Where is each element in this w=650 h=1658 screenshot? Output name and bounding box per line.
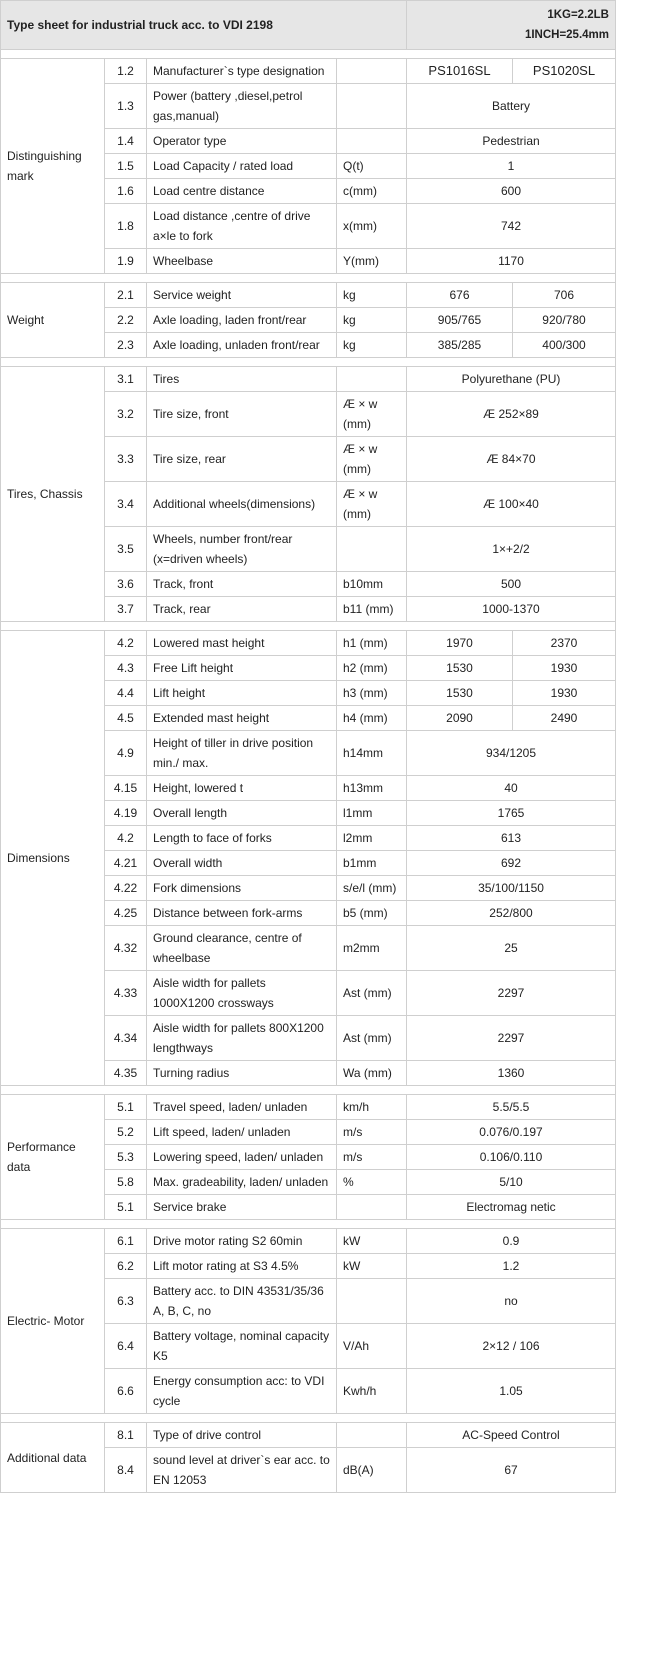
value-shared: 1.2	[407, 1254, 616, 1279]
item-description: Travel speed, laden/ unladen	[147, 1095, 337, 1120]
item-unit: m/s	[337, 1145, 407, 1170]
item-unit: h2 (mm)	[337, 656, 407, 681]
item-number: 4.19	[105, 801, 147, 826]
item-unit: h4 (mm)	[337, 706, 407, 731]
item-description: Battery voltage, nominal capacity K5	[147, 1324, 337, 1369]
group-label: Weight	[1, 283, 105, 358]
table-row	[1, 1095, 616, 1120]
item-description: Length to face of forks	[147, 826, 337, 851]
item-unit: kg	[337, 333, 407, 358]
item-description: Lift height	[147, 681, 337, 706]
item-description: Height, lowered t	[147, 776, 337, 801]
item-description: Distance between fork-arms	[147, 901, 337, 926]
item-unit: c(mm)	[337, 179, 407, 204]
value-shared: Polyurethane (PU)	[407, 367, 616, 392]
section-separator	[1, 358, 616, 367]
item-description: Type of drive control	[147, 1423, 337, 1448]
item-unit: Æ × w (mm)	[337, 482, 407, 527]
item-number: 1.5	[105, 154, 147, 179]
item-number: 4.9	[105, 731, 147, 776]
section-separator	[1, 622, 616, 631]
value-shared: 934/1205	[407, 731, 616, 776]
model-name: PS1016SL	[407, 59, 513, 84]
item-number: 5.2	[105, 1120, 147, 1145]
item-unit: m2mm	[337, 926, 407, 971]
item-description: Fork dimensions	[147, 876, 337, 901]
item-unit: kW	[337, 1229, 407, 1254]
item-unit	[337, 84, 407, 129]
item-number: 4.5	[105, 706, 147, 731]
item-description: Lowering speed, laden/ unladen	[147, 1145, 337, 1170]
item-description: Max. gradeability, laden/ unladen	[147, 1170, 337, 1195]
value-shared: 2297	[407, 971, 616, 1016]
group-label: Additional data	[1, 1423, 105, 1493]
item-unit: h14mm	[337, 731, 407, 776]
spec-table-body	[1, 1, 616, 1493]
item-unit: dB(A)	[337, 1448, 407, 1493]
item-number: 4.25	[105, 901, 147, 926]
item-number: 8.1	[105, 1423, 147, 1448]
item-unit: x(mm)	[337, 204, 407, 249]
value-model-2: 400/300	[513, 333, 616, 358]
separator-cell	[1, 274, 616, 283]
item-number: 3.1	[105, 367, 147, 392]
value-shared: 600	[407, 179, 616, 204]
value-shared: 35/100/1150	[407, 876, 616, 901]
item-number: 3.7	[105, 597, 147, 622]
item-unit: Y(mm)	[337, 249, 407, 274]
item-number: 3.2	[105, 392, 147, 437]
value-model-2: 2490	[513, 706, 616, 731]
value-model-1: 905/765	[407, 308, 513, 333]
value-shared: no	[407, 1279, 616, 1324]
item-unit: h1 (mm)	[337, 631, 407, 656]
item-description: Operator type	[147, 129, 337, 154]
item-unit: h3 (mm)	[337, 681, 407, 706]
item-description: Axle loading, laden front/rear	[147, 308, 337, 333]
item-number: 1.6	[105, 179, 147, 204]
item-unit: s/e/l (mm)	[337, 876, 407, 901]
item-number: 4.34	[105, 1016, 147, 1061]
item-description: Lift speed, laden/ unladen	[147, 1120, 337, 1145]
value-model-1: 1530	[407, 656, 513, 681]
header-row	[1, 1, 616, 50]
group-label: Tires, Chassis	[1, 367, 105, 622]
item-number: 1.8	[105, 204, 147, 249]
value-shared: 1.05	[407, 1369, 616, 1414]
value-shared: 613	[407, 826, 616, 851]
value-model-1: 385/285	[407, 333, 513, 358]
table-row	[1, 1423, 616, 1448]
item-description: Turning radius	[147, 1061, 337, 1086]
item-description: Tire size, front	[147, 392, 337, 437]
item-number: 6.2	[105, 1254, 147, 1279]
item-description: Extended mast height	[147, 706, 337, 731]
item-number: 6.4	[105, 1324, 147, 1369]
item-description: Lowered mast height	[147, 631, 337, 656]
item-number: 3.4	[105, 482, 147, 527]
value-shared: Battery	[407, 84, 616, 129]
separator-cell	[1, 1220, 616, 1229]
value-shared: Æ 100×40	[407, 482, 616, 527]
value-model-2: 2370	[513, 631, 616, 656]
item-unit	[337, 59, 407, 84]
item-description: Load Capacity / rated load	[147, 154, 337, 179]
item-description: Overall length	[147, 801, 337, 826]
value-model-2: 920/780	[513, 308, 616, 333]
item-number: 4.15	[105, 776, 147, 801]
item-number: 1.3	[105, 84, 147, 129]
item-unit: Q(t)	[337, 154, 407, 179]
item-number: 5.1	[105, 1195, 147, 1220]
item-description: Battery acc. to DIN 43531/35/36 A, B, C, no	[147, 1279, 337, 1324]
table-row	[1, 367, 616, 392]
item-number: 6.3	[105, 1279, 147, 1324]
item-unit: km/h	[337, 1095, 407, 1120]
value-shared: 0.106/0.110	[407, 1145, 616, 1170]
unit-conversion	[407, 1, 616, 50]
value-shared: 0.076/0.197	[407, 1120, 616, 1145]
item-unit: kg	[337, 283, 407, 308]
separator-cell	[1, 1086, 616, 1095]
separator-cell	[1, 622, 616, 631]
separator-cell	[1, 358, 616, 367]
section-separator	[1, 1220, 616, 1229]
item-description: Overall width	[147, 851, 337, 876]
value-shared: 1	[407, 154, 616, 179]
item-number: 5.1	[105, 1095, 147, 1120]
conversion-inch-mm: 1INCH=25.4mm	[524, 29, 609, 41]
item-number: 4.21	[105, 851, 147, 876]
conversion-kg-lb: 1KG=2.2LB	[547, 9, 609, 21]
value-shared: 252/800	[407, 901, 616, 926]
item-unit: Kwh/h	[337, 1369, 407, 1414]
item-number: 4.35	[105, 1061, 147, 1086]
table-row	[1, 631, 616, 656]
item-number: 3.6	[105, 572, 147, 597]
item-unit: Wa (mm)	[337, 1061, 407, 1086]
section-separator	[1, 1414, 616, 1423]
item-unit: h13mm	[337, 776, 407, 801]
item-unit: kg	[337, 308, 407, 333]
value-model-2: 1930	[513, 681, 616, 706]
item-description: Load centre distance	[147, 179, 337, 204]
group-label: Dimensions	[1, 631, 105, 1086]
item-description: Tires	[147, 367, 337, 392]
separator-cell	[1, 1414, 616, 1423]
item-unit: l1mm	[337, 801, 407, 826]
value-shared: 742	[407, 204, 616, 249]
item-number: 4.3	[105, 656, 147, 681]
value-shared: Æ 252×89	[407, 392, 616, 437]
table-row	[1, 283, 616, 308]
value-shared: 0.9	[407, 1229, 616, 1254]
value-shared: 1×+2/2	[407, 527, 616, 572]
group-label: Performance data	[1, 1095, 105, 1220]
model-name: PS1020SL	[513, 59, 616, 84]
value-shared: 5.5/5.5	[407, 1095, 616, 1120]
value-shared: 2×12 / 106	[407, 1324, 616, 1369]
item-unit: %	[337, 1170, 407, 1195]
item-number: 1.9	[105, 249, 147, 274]
item-unit: b1mm	[337, 851, 407, 876]
item-number: 5.8	[105, 1170, 147, 1195]
item-unit: Æ × w (mm)	[337, 392, 407, 437]
item-number: 4.4	[105, 681, 147, 706]
item-unit	[337, 1279, 407, 1324]
item-description: Energy consumption acc: to VDI cycle	[147, 1369, 337, 1414]
item-number: 2.3	[105, 333, 147, 358]
value-shared: 40	[407, 776, 616, 801]
separator-cell	[1, 50, 616, 59]
item-number: 2.1	[105, 283, 147, 308]
item-description: Tire size, rear	[147, 437, 337, 482]
item-unit: l2mm	[337, 826, 407, 851]
value-model-1: 1970	[407, 631, 513, 656]
item-unit	[337, 367, 407, 392]
item-number: 3.3	[105, 437, 147, 482]
section-separator	[1, 50, 616, 59]
item-unit	[337, 527, 407, 572]
item-number: 4.2	[105, 631, 147, 656]
item-description: Drive motor rating S2 60min	[147, 1229, 337, 1254]
item-description: Lift motor rating at S3 4.5%	[147, 1254, 337, 1279]
item-description: Additional wheels(dimensions)	[147, 482, 337, 527]
value-shared: 2297	[407, 1016, 616, 1061]
item-unit	[337, 129, 407, 154]
item-description: Axle loading, unladen front/rear	[147, 333, 337, 358]
item-unit	[337, 1423, 407, 1448]
item-description: Ground clearance, centre of wheelbase	[147, 926, 337, 971]
value-model-2: 706	[513, 283, 616, 308]
item-description: Track, front	[147, 572, 337, 597]
item-description: Manufacturer`s type designation	[147, 59, 337, 84]
item-number: 1.2	[105, 59, 147, 84]
table-row	[1, 59, 616, 84]
item-number: 6.6	[105, 1369, 147, 1414]
item-description: Height of tiller in drive position min./ max.	[147, 731, 337, 776]
value-shared: 1765	[407, 801, 616, 826]
value-shared: 692	[407, 851, 616, 876]
item-number: 4.32	[105, 926, 147, 971]
item-number: 4.22	[105, 876, 147, 901]
item-number: 2.2	[105, 308, 147, 333]
item-unit: V/Ah	[337, 1324, 407, 1369]
group-label: Electric- Motor	[1, 1229, 105, 1414]
item-unit: Ast (mm)	[337, 1016, 407, 1061]
item-unit: m/s	[337, 1120, 407, 1145]
value-shared: Pedestrian	[407, 129, 616, 154]
sheet-title: Type sheet for industrial truck acc. to VDI 2198	[1, 1, 407, 50]
item-number: 4.2	[105, 826, 147, 851]
value-shared: 25	[407, 926, 616, 971]
value-shared: 1000-1370	[407, 597, 616, 622]
value-model-1: 1530	[407, 681, 513, 706]
item-description: Service brake	[147, 1195, 337, 1220]
value-shared: 500	[407, 572, 616, 597]
item-number: 6.1	[105, 1229, 147, 1254]
value-shared: Æ 84×70	[407, 437, 616, 482]
item-number: 3.5	[105, 527, 147, 572]
section-separator	[1, 274, 616, 283]
group-label: Distinguishing mark	[1, 59, 105, 274]
item-description: sound level at driver`s ear acc. to EN 12053	[147, 1448, 337, 1493]
item-description: Aisle width for pallets 1000X1200 crossways	[147, 971, 337, 1016]
item-description: Power (battery ,diesel,petrol gas,manual)	[147, 84, 337, 129]
value-model-1: 676	[407, 283, 513, 308]
value-model-2: 1930	[513, 656, 616, 681]
item-unit: kW	[337, 1254, 407, 1279]
value-shared: AC-Speed Control	[407, 1423, 616, 1448]
value-shared: 1360	[407, 1061, 616, 1086]
value-shared: 1170	[407, 249, 616, 274]
item-unit: b10mm	[337, 572, 407, 597]
item-description: Wheelbase	[147, 249, 337, 274]
item-description: Track, rear	[147, 597, 337, 622]
item-description: Wheels, number front/rear (x=driven wheels)	[147, 527, 337, 572]
item-description: Free Lift height	[147, 656, 337, 681]
value-model-1: 2090	[407, 706, 513, 731]
item-unit: b11 (mm)	[337, 597, 407, 622]
section-separator	[1, 1086, 616, 1095]
item-description: Aisle width for pallets 800X1200 lengthways	[147, 1016, 337, 1061]
item-unit: b5 (mm)	[337, 901, 407, 926]
item-description: Service weight	[147, 283, 337, 308]
item-number: 4.33	[105, 971, 147, 1016]
item-number: 8.4	[105, 1448, 147, 1493]
item-description: Load distance ,centre of drive a×le to fork	[147, 204, 337, 249]
value-shared: Electromag netic	[407, 1195, 616, 1220]
item-unit: Æ × w (mm)	[337, 437, 407, 482]
value-shared: 67	[407, 1448, 616, 1493]
item-number: 1.4	[105, 129, 147, 154]
item-number: 5.3	[105, 1145, 147, 1170]
value-shared: 5/10	[407, 1170, 616, 1195]
item-unit: Ast (mm)	[337, 971, 407, 1016]
item-unit	[337, 1195, 407, 1220]
table-row	[1, 1229, 616, 1254]
